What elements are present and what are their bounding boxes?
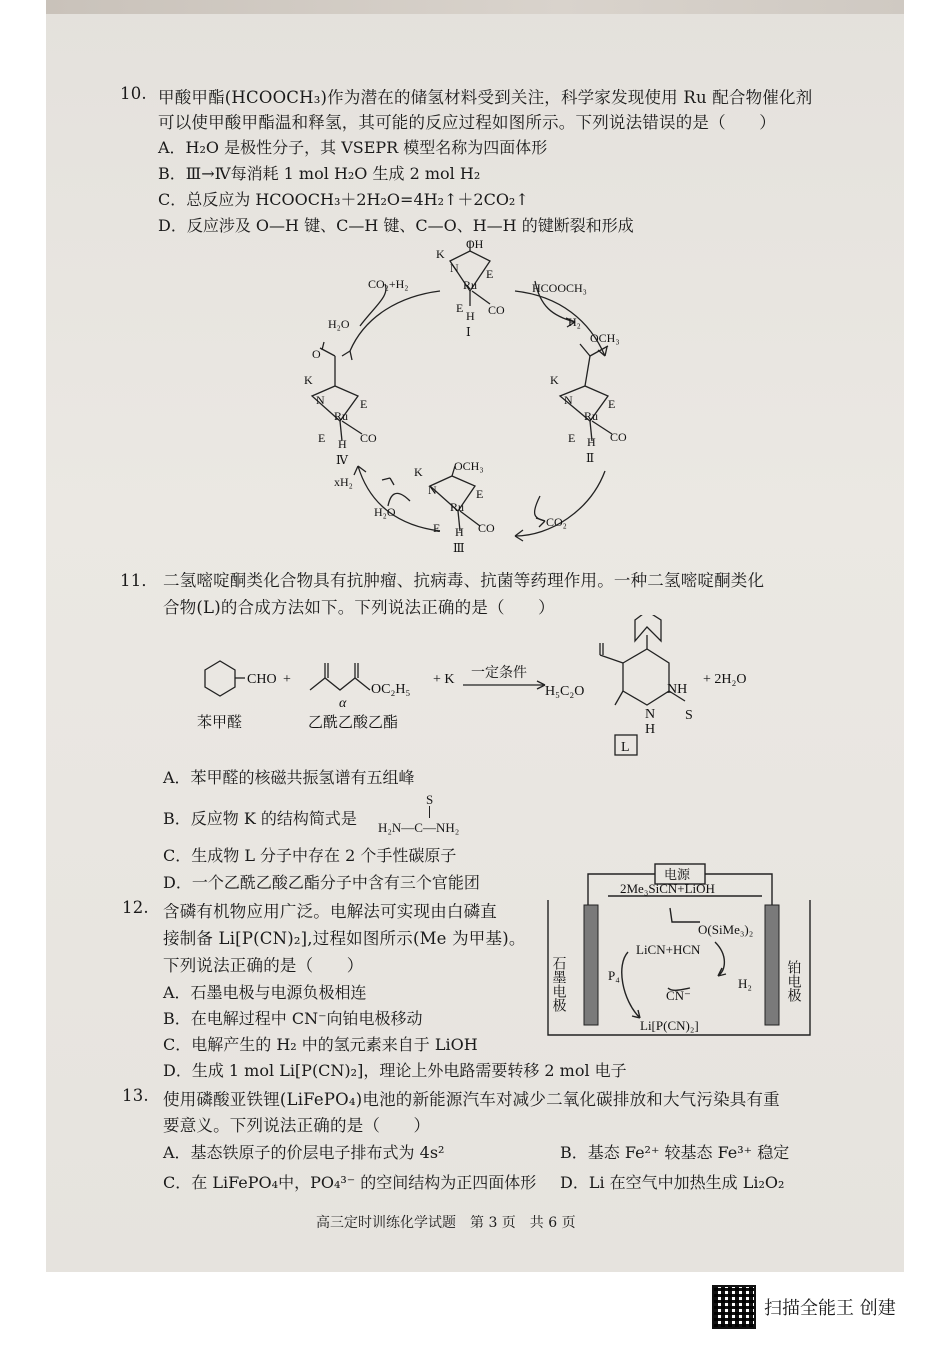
plus-1: +	[283, 672, 291, 687]
complex1-oh: OH	[466, 237, 484, 251]
q12-number: 12.	[122, 898, 149, 917]
q10-option-c: C．总反应为 HCOOCH₃＋2H₂O=4H₂↑＋2CO₂↑	[158, 190, 529, 209]
reactants-label: 2Me₃SiCN+LiOH	[620, 881, 715, 896]
complex2-label: Ⅱ	[586, 451, 595, 465]
q10-option-b: B．Ⅲ→Ⅳ每消耗 1 mol H₂O 生成 2 mol H₂	[158, 164, 481, 183]
h2-out-label: H₂	[568, 315, 581, 329]
complex2-h: H	[587, 435, 596, 449]
n-label: N	[645, 707, 656, 722]
plus-k: + K	[433, 672, 455, 687]
q13-option-a: A．基态铁原子的价层电子排布式为 4s²	[163, 1143, 445, 1162]
cn-label: CN⁻	[666, 988, 691, 1003]
q12-stem-line3: 下列说法正确的是（ ）	[163, 956, 364, 975]
h5c2o-label: H₅C₂O	[545, 684, 585, 699]
complex2-k: K	[550, 373, 559, 387]
complex3-n: N	[428, 483, 437, 497]
q10-number: 10.	[120, 84, 147, 103]
complex1-label: Ⅰ	[466, 325, 471, 339]
nh-label: NH	[667, 682, 688, 697]
scanner-watermark: 扫描全能王 创建	[764, 1298, 896, 1319]
product-label: Li[P(CN)₂]	[640, 1018, 699, 1033]
complex4-e2: E	[318, 431, 326, 445]
cho-label: CHO	[247, 672, 277, 687]
platinum-electrode-label: 铂电极	[785, 960, 801, 1002]
complex3-h: H	[455, 525, 464, 539]
complex3-label: Ⅲ	[453, 541, 465, 555]
h2o-label-top: H₂O	[328, 317, 350, 331]
q11-stem-line1: 二氢嘧啶酮类化合物具有抗肿瘤、抗病毒、抗菌等药理作用。一种二氢嘧啶酮类化	[163, 571, 765, 590]
k-structure-formula: H₂N—C—NH₂	[378, 820, 460, 835]
complex1-e: E	[486, 267, 494, 281]
q11-stem-line2: 合物(L)的合成方法如下。下列说法正确的是（ ）	[163, 598, 555, 617]
complex2-och3: OCH₃	[590, 331, 620, 345]
q12-stem-line2: 接制备 Li[P(CN)₂],过程如图所示(Me 为甲基)。	[163, 929, 526, 948]
q13-stem-line2: 要意义。下列说法正确的是（ ）	[163, 1116, 431, 1135]
graphite-electrode-label: 石墨电极	[550, 956, 566, 1012]
benzaldehyde-name: 苯甲醛	[197, 715, 243, 731]
co2-out-label: CO₂	[546, 515, 567, 529]
q12-option-a: A．石墨电极与电源负极相连	[163, 983, 367, 1002]
complex1-n: N	[450, 261, 459, 275]
oc2h5-label: OC₂H₅	[371, 682, 411, 697]
complex1-e2: E	[456, 301, 464, 315]
q12-option-d: D．生成 1 mol Li[P(CN)₂]，理论上外电路需要转移 2 mol 电子	[163, 1061, 627, 1080]
q11-option-d: D．一个乙酰乙酸乙酯分子中含有三个官能团	[163, 873, 480, 892]
complex3-e2: E	[433, 521, 441, 535]
complex4-n: N	[316, 393, 325, 407]
complex2-co: CO	[610, 430, 627, 444]
complex4-label: Ⅳ	[336, 453, 348, 467]
complex1-k: K	[436, 247, 445, 261]
p4-label: P₄	[608, 968, 620, 983]
electrolysis-cell-diagram	[540, 860, 815, 1040]
k-structure-s: S	[426, 792, 434, 807]
complex3-e: E	[476, 487, 484, 501]
acetoacetate-name: 乙酰乙酸乙酯	[308, 715, 399, 731]
byproduct-label: O(SiMe₃)₂	[698, 922, 754, 937]
h2-label: H₂	[738, 976, 752, 991]
q12-stem-line1: 含磷有机物应用广泛。电解法可实现由白磷直	[163, 902, 497, 921]
h-label: H	[645, 722, 656, 737]
power-source-label: 电源	[664, 867, 691, 882]
q10-stem-line2: 可以使甲酸甲酯温和释氢，其可能的反应过程如图所示。下列说法错误的是（ ）	[158, 113, 776, 132]
q13-number: 13.	[122, 1086, 149, 1105]
qr-code-icon	[712, 1285, 756, 1329]
product-l-label: L	[621, 740, 630, 755]
complex4-e: E	[360, 397, 368, 411]
q12-option-b: B．在电解过程中 CN⁻向铂电极移动	[163, 1009, 423, 1028]
complex3-ru: Ru	[450, 500, 465, 514]
complex2-ru: Ru	[584, 409, 599, 423]
s-label: S	[685, 708, 693, 723]
hcooch3-label: HCOOCH₃	[532, 281, 587, 295]
complex1-h: H	[466, 309, 475, 323]
plus-2h2o: + 2H₂O	[703, 672, 747, 687]
complex1-ru: Ru	[463, 278, 478, 292]
alpha-label: α	[339, 696, 347, 711]
complex1-co: CO	[488, 303, 505, 317]
q10-option-a: A．H₂O 是极性分子，其 VSEPR 模型名称为四面体形	[158, 138, 548, 157]
complex4-h: H	[338, 437, 347, 451]
q13-stem-line1: 使用磷酸亚铁锂(LiFePO₄)电池的新能源汽车对减少二氧化碳排放和大气污染具有重	[163, 1090, 780, 1109]
complex4-o: O	[312, 347, 321, 361]
complex3-och3: OCH₃	[454, 459, 484, 473]
q13-option-b: B．基态 Fe²⁺ 较基态 Fe³⁺ 稳定	[560, 1143, 790, 1162]
page-footer: 高三定时训练化学试题 第 3 页 共 6 页	[316, 1215, 576, 1231]
synthesis-scheme	[175, 615, 775, 775]
complex2-e2: E	[568, 431, 576, 445]
condition-label: 一定条件	[471, 666, 527, 681]
q13-option-d: D．Li 在空气中加热生成 Li₂O₂	[560, 1173, 785, 1192]
complex3-co: CO	[478, 521, 495, 535]
xh2-label: xH₂	[334, 475, 353, 489]
h2o-label-bottom: H₂O	[374, 505, 396, 519]
co2-h2-label: CO₂+H₂	[368, 277, 409, 291]
q12-option-c: C．电解产生的 H₂ 中的氢元素来自于 LiOH	[163, 1035, 478, 1054]
q13-option-c: C．在 LiFePO₄中，PO₄³⁻ 的空间结构为正四面体形	[163, 1173, 537, 1192]
complex4-ru: Ru	[334, 409, 349, 423]
complex2-n: N	[564, 393, 573, 407]
catalytic-cycle-diagram	[290, 236, 670, 566]
complex4-co: CO	[360, 431, 377, 445]
complex3-k: K	[414, 465, 423, 479]
complex4-k: K	[304, 373, 313, 387]
k-structure-double-bond	[429, 806, 431, 818]
q11-option-c: C．生成物 L 分子中存在 2 个手性碳原子	[163, 846, 457, 865]
q11-option-a: A．苯甲醛的核磁共振氢谱有五组峰	[163, 768, 415, 787]
q11-number: 11．	[120, 571, 159, 590]
mid-species-label: LiCN+HCN	[636, 942, 701, 957]
complex2-e: E	[608, 397, 616, 411]
q10-option-d: D．反应涉及 O—H 键、C—H 键、C—O、H—H 的键断裂和形成	[158, 216, 634, 235]
q11-option-b: B．反应物 K 的结构简式是	[163, 809, 357, 828]
q10-stem-line1: 甲酸甲酯(HCOOCH₃)作为潜在的储氢材料受到关注，科学家发现使用 Ru 配合物催化剂	[158, 88, 813, 107]
